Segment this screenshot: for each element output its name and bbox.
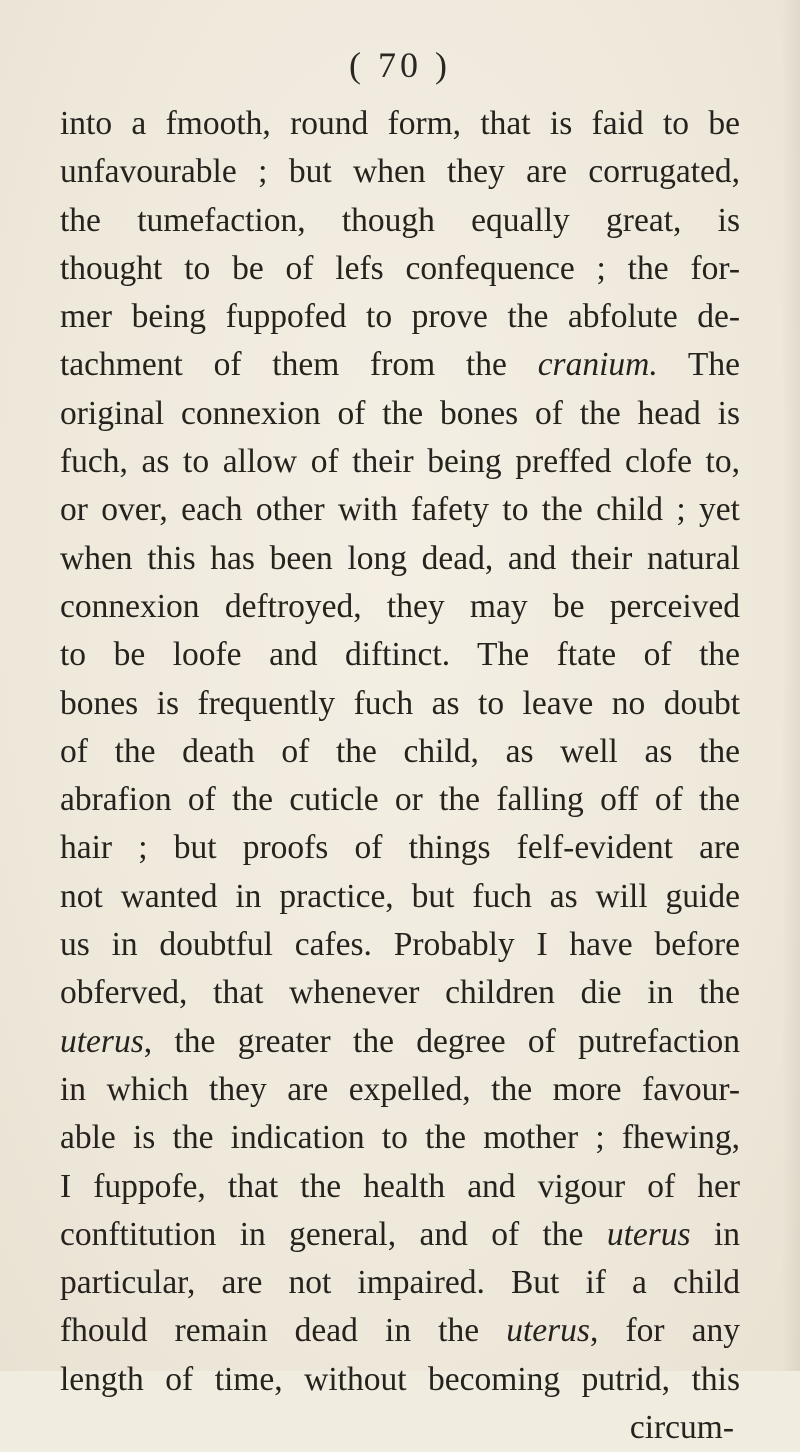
text-segment: able is the indication to the mother ; fhewing, [60, 1119, 740, 1157]
text-segment: length of time, without becoming putrid, this [60, 1360, 740, 1398]
text-segment: into a fmooth, round form, that is faid to be [60, 105, 740, 142]
text-line [60, 969, 740, 1017]
text-line [60, 921, 740, 969]
page-number-header: ( 70 ) [349, 45, 451, 85]
text-line [60, 390, 740, 438]
text-line [60, 1307, 740, 1355]
italic-term: cranium. [537, 346, 658, 384]
text-segment: particular, are not impaired. But if a child [60, 1264, 740, 1302]
text-line [60, 776, 740, 824]
text-line [60, 1163, 740, 1211]
text-line [60, 245, 740, 293]
text-line [60, 1018, 740, 1066]
text-line [60, 197, 740, 245]
text-segment: abrafion of the cuticle or the falling off of the [60, 781, 740, 819]
italic-term: uterus [606, 1215, 691, 1253]
text-segment: mer being fuppofed to prove the abfolute de- [60, 298, 740, 336]
text-segment: , the greater the degree of putrefaction [143, 1022, 740, 1060]
text-segment: original connexion of the bones of the head is [60, 394, 740, 432]
text-line [60, 1211, 740, 1259]
text-segment: , for any [589, 1312, 740, 1350]
text-line [60, 1259, 740, 1307]
text-segment: I fuppofe, that the health and vigour of her [60, 1167, 740, 1205]
text-segment: the tumefaction, though equally great, is [60, 201, 740, 239]
text-segment: conftitution in general, and of the [60, 1215, 607, 1253]
text-segment: The [657, 346, 740, 384]
text-segment: of the death of the child, as well as the [60, 732, 740, 770]
text-line [60, 1114, 740, 1162]
page-edge-shadow [782, 0, 800, 1371]
text-segment: circum- [629, 1409, 734, 1447]
text-segment: when this has been long dead, and their natural [60, 539, 740, 577]
italic-term: uterus [506, 1312, 590, 1350]
text-segment: bones is frequently fuch as to leave no doubt [60, 684, 740, 722]
text-line [60, 341, 740, 389]
text-segment: us in doubtful cafes. Probably I have before [60, 926, 740, 964]
text-line [60, 824, 740, 872]
text-line [60, 631, 740, 679]
text-line [60, 1066, 740, 1114]
text-segment: hair ; but proofs of things felf-evident are [60, 829, 740, 867]
text-segment: fuch, as to allow of their being preffed clofe to, [60, 443, 740, 481]
text-segment: thought to be of lefs confequence ; the for- [60, 249, 740, 287]
italic-term: uterus [60, 1022, 144, 1060]
text-line [60, 148, 740, 196]
text-segment: not wanted in practice, but fuch as will guide [60, 877, 740, 915]
text-line [60, 438, 740, 486]
text-segment: to be loofe and diftinct. The ftate of the [60, 636, 740, 674]
text-line [60, 293, 740, 341]
text-line [60, 583, 740, 631]
text-line [60, 100, 740, 148]
text-line [60, 680, 740, 728]
text-segment: connexion deftroyed, they may be perceived [60, 587, 740, 625]
text-line [60, 535, 740, 583]
text-segment: fhould remain dead in the [60, 1312, 507, 1350]
text-line [60, 873, 740, 921]
text-line [60, 486, 740, 534]
text-line [60, 1404, 740, 1452]
text-segment: unfavourable ; but when they are corrugated, [60, 153, 740, 191]
text-segment: or over, each other with fafety to the child ; yet [60, 491, 740, 529]
text-line [60, 1356, 740, 1404]
text-segment: tachment of them from the [60, 346, 538, 384]
text-segment: in [690, 1215, 741, 1253]
text-segment: in which they are expelled, the more favour- [60, 1070, 740, 1108]
text-segment: obferved, that whenever children die in the [60, 974, 740, 1012]
text-line [60, 728, 740, 776]
body-text [60, 100, 740, 1452]
